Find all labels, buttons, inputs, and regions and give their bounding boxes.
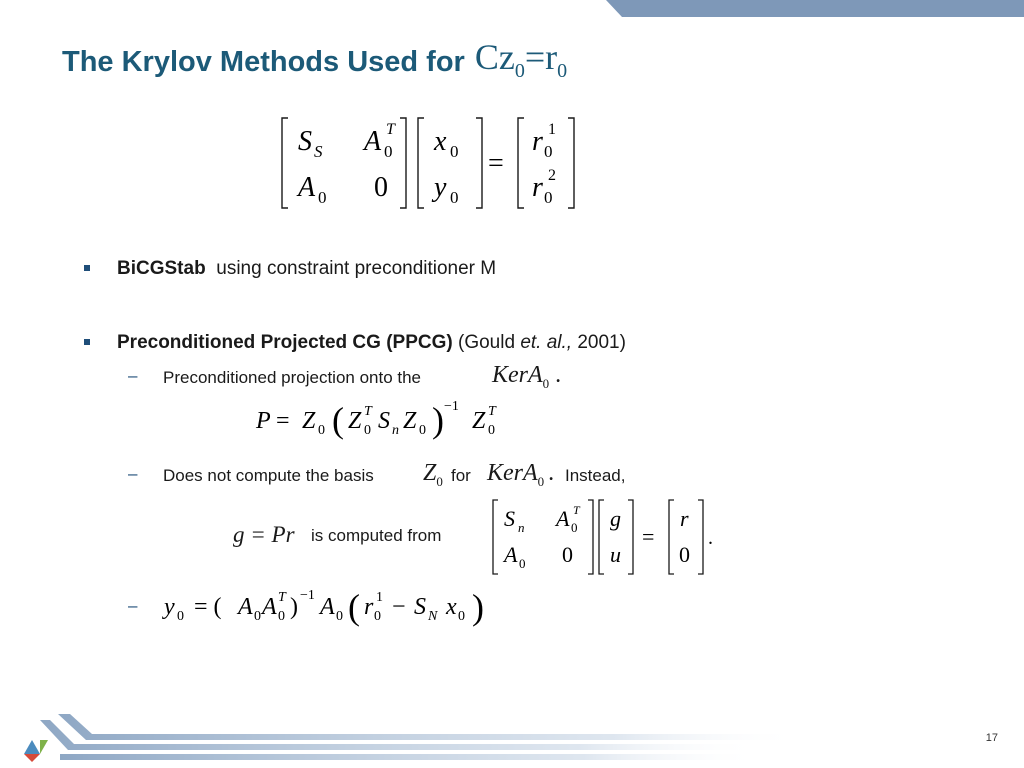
z0-label: Z: [423, 460, 437, 486]
proj-inv: −1: [444, 399, 459, 414]
sub-2-text-a: Does not compute the basis: [163, 466, 374, 485]
proj-Z3-sup: T: [488, 404, 496, 419]
bullet-2-pre: (Gould: [458, 332, 521, 353]
kerA-2-dot: .: [548, 460, 555, 486]
kkt2-A-sup: T: [573, 503, 580, 517]
sub-1-text: Preconditioned projection onto the: [163, 368, 422, 387]
kkt2-A2: A: [504, 542, 518, 567]
kkt2-equals: =: [642, 524, 655, 549]
kkt2-A2-sub: 0: [519, 556, 526, 571]
y0-paren-open: (: [348, 587, 360, 627]
y0-minus: −: [392, 594, 406, 620]
bullet-2-italic: et. al.,: [520, 332, 573, 353]
y0-y: y: [164, 594, 175, 620]
y0-A2: A: [262, 594, 277, 620]
kkt-A-sup: T: [386, 121, 395, 138]
y0-x-sub: 0: [458, 609, 465, 624]
proj-Z-sub: 0: [318, 423, 325, 438]
footer-decoration: [0, 706, 1024, 768]
bullet-bicgstab: [117, 258, 496, 280]
kkt2-S: S: [504, 506, 515, 531]
top-banner: [622, 0, 1024, 17]
proj-Z3: Z: [472, 408, 486, 434]
proj-paren-open: (: [332, 400, 344, 440]
kkt-A2-sub: 0: [318, 188, 327, 207]
title-eq-sub2: 0: [557, 60, 568, 83]
bullet-1-bold: BiCGStab: [117, 258, 206, 279]
z0-sub: 0: [436, 473, 443, 489]
sub-bullet-projection: [163, 368, 421, 388]
sub-bullet-basis: [163, 466, 374, 486]
title-equation: [474, 37, 568, 83]
kkt-r1-sub: 0: [544, 142, 553, 161]
kkt2-A-sub: 0: [571, 520, 578, 535]
proj-paren-close: ): [432, 400, 444, 440]
kkt2-zero: 0: [562, 542, 573, 567]
kkt2-r: r: [680, 506, 689, 531]
kkt-A: A: [364, 126, 382, 157]
kkt2-dot: .: [708, 527, 713, 549]
bullet-ppcg: [117, 332, 626, 354]
projection-equation: [252, 396, 512, 446]
proj-S-sub: n: [392, 423, 399, 438]
kerA-2-label: KerA: [487, 460, 538, 486]
sub-2-instead: Instead,: [565, 466, 626, 485]
kkt-zero: 0: [374, 172, 388, 203]
kerA-1-dot: .: [555, 362, 562, 388]
bullet-2-bold: Preconditioned Projected CG (PPCG): [117, 332, 453, 353]
kkt2-u: u: [610, 542, 621, 567]
y0-paren-close: ): [472, 587, 484, 627]
page-number: 17: [985, 732, 998, 744]
y0-A2-sub: 0: [278, 609, 285, 624]
kkt2-equation: [488, 496, 724, 578]
kerA-1-label: KerA: [492, 362, 543, 388]
kkt2-S-sub: n: [518, 520, 525, 535]
proj-Z2-sub: 0: [419, 423, 426, 438]
logo-icon: [24, 740, 48, 762]
kkt-S-sub: S: [314, 142, 323, 161]
y0-S: S: [414, 594, 426, 620]
kkt-r1: r: [532, 126, 543, 157]
kkt2-A: A: [556, 506, 570, 531]
proj-S: S: [378, 408, 390, 434]
sub-bullet-dash-3: –: [128, 596, 138, 615]
kkt-y-sub: 0: [450, 188, 459, 207]
y0-A1-sub: 0: [254, 609, 261, 624]
g-equals-pr: [233, 522, 295, 548]
kkt-A-sub: 0: [384, 142, 393, 161]
title-eq-r: =r: [524, 37, 558, 77]
bullet-1-text: using constraint preconditioner M: [216, 258, 497, 279]
y0-S-sub: N: [428, 609, 438, 624]
y0-A3-sub: 0: [336, 609, 343, 624]
sub-bullet-dash-1: –: [128, 366, 138, 385]
z0-math: [423, 460, 443, 490]
y0-x: x: [446, 594, 457, 620]
kkt-r2-sup: 2: [548, 167, 556, 184]
proj-ZT-sup: T: [364, 404, 372, 419]
title-eq-cz: Cz: [474, 37, 515, 77]
y0-eq: = (: [194, 594, 222, 620]
bullet-2-post: 2001): [572, 332, 626, 353]
y0-A3: A: [320, 594, 335, 620]
kkt-x-sub: 0: [450, 142, 459, 161]
kkt-equation: [280, 112, 580, 214]
proj-Z3-sub: 0: [488, 423, 495, 438]
sub-bullet-dash-2: –: [128, 464, 138, 483]
title-eq-sub1: 0: [514, 60, 525, 83]
kkt-equals: =: [488, 148, 504, 179]
kkt-r1-sup: 1: [548, 121, 556, 138]
y0-equation: [160, 584, 500, 632]
y0-A2-sup: T: [278, 590, 286, 605]
kerA-1-sub: 0: [542, 375, 550, 391]
g-text: g = Pr: [233, 522, 295, 547]
slide-title-text: The Krylov Methods Used for: [62, 46, 465, 78]
top-banner-notch: [606, 0, 622, 17]
y0-y-sub: 0: [177, 609, 184, 624]
kerA-math-2: [487, 460, 554, 490]
kkt-S: S: [298, 126, 312, 157]
slide-title: [62, 38, 567, 85]
bullet-square-2: [84, 339, 90, 345]
y0-A1: A: [238, 594, 253, 620]
kkt-r2: r: [532, 172, 543, 203]
proj-ZT: Z: [348, 408, 362, 434]
proj-eq: =: [276, 408, 290, 434]
proj-ZT-sub: 0: [364, 423, 371, 438]
y0-close: ): [290, 594, 298, 620]
proj-Z: Z: [302, 408, 316, 434]
kkt2-g: g: [610, 506, 621, 531]
y0-r: r: [364, 594, 374, 620]
kkt-r2-sub: 0: [544, 188, 553, 207]
kkt2-zero-rhs: 0: [679, 542, 690, 567]
sub-2-for: for: [451, 466, 471, 485]
proj-Z2: Z: [403, 408, 417, 434]
kkt-x: x: [434, 126, 447, 157]
kkt-A2: A: [298, 172, 316, 203]
kkt-y: y: [434, 172, 447, 203]
proj-P: P: [256, 408, 271, 434]
kerA-math-1: [492, 362, 561, 392]
y0-r-sub: 0: [374, 609, 381, 624]
kerA-2-sub: 0: [537, 473, 545, 489]
y0-inv: −1: [300, 588, 315, 603]
bullet-square-1: [84, 265, 90, 271]
y0-r-sup: 1: [376, 590, 383, 605]
is-computed-from: is computed from: [311, 526, 442, 545]
